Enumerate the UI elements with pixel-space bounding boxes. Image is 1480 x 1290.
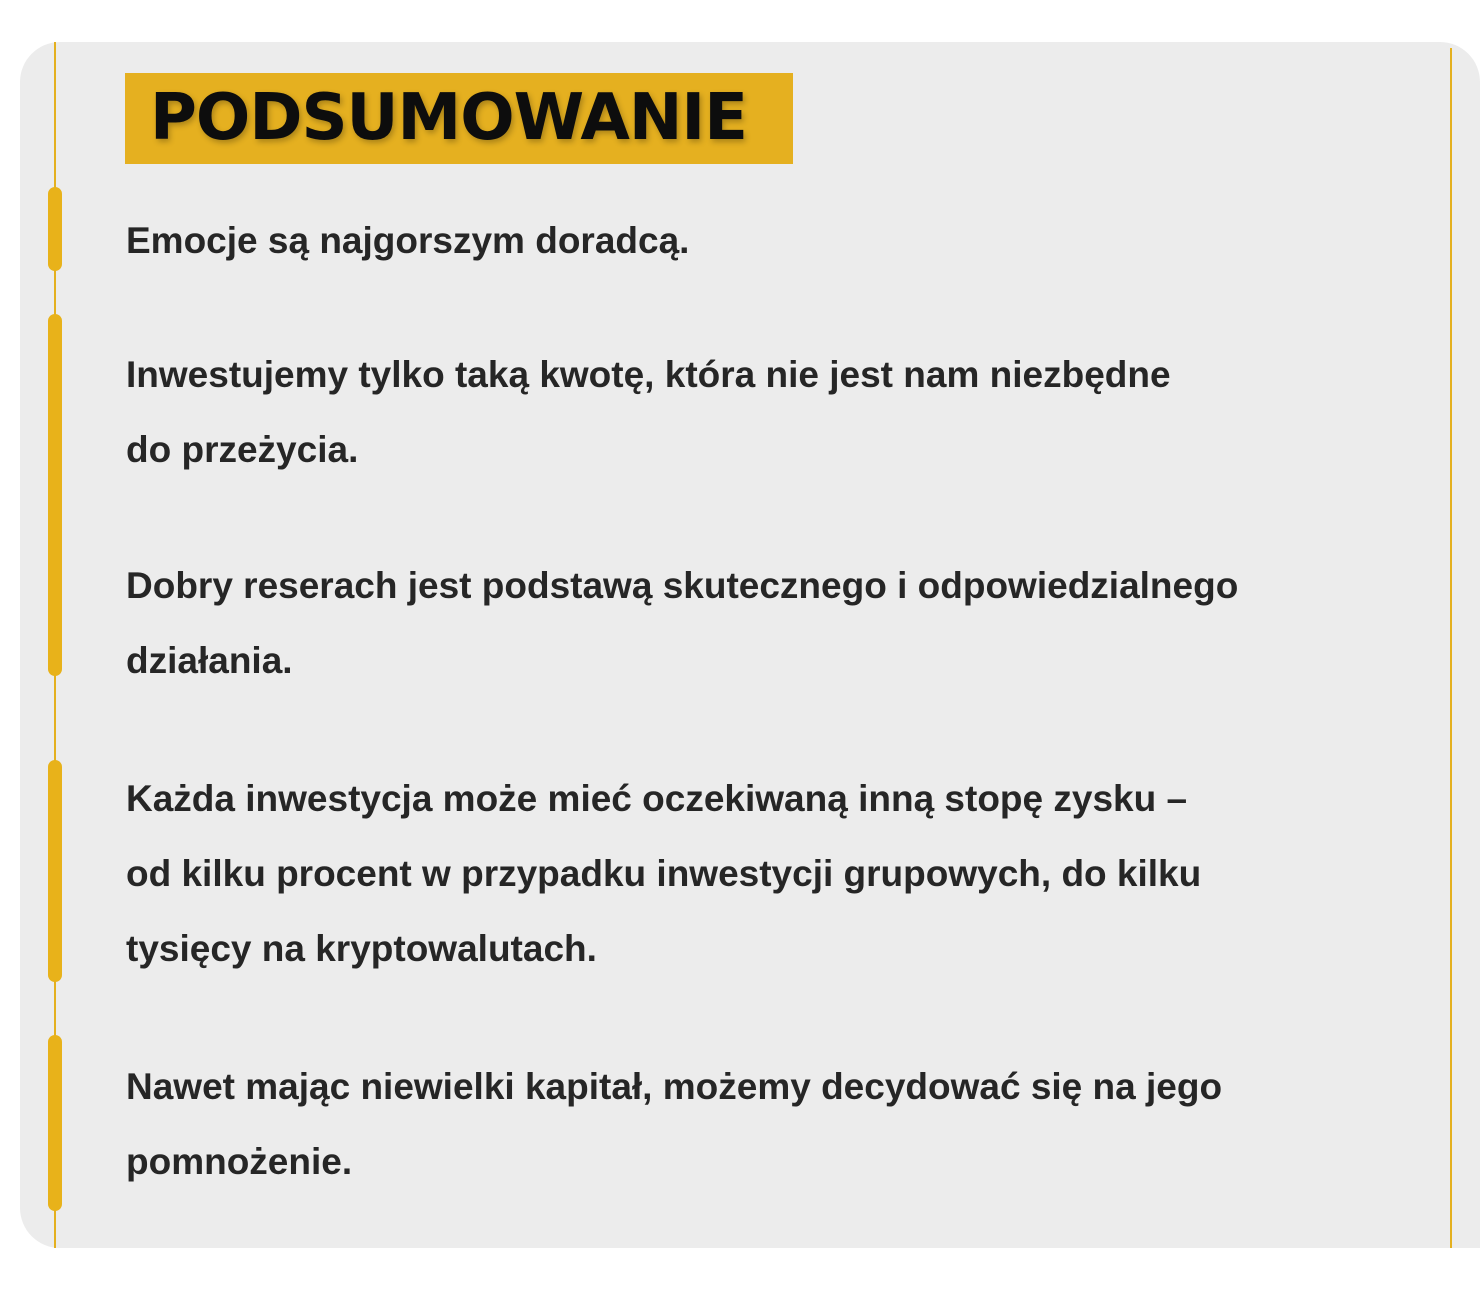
summary-point-5-line-2: pomnożenie.: [126, 1141, 353, 1182]
accent-bar-2: [48, 314, 62, 676]
summary-point-4-line-2: od kilku procent w przypadku inwestycji grupowych, do kilku: [126, 853, 1202, 894]
summary-point-3-line-2: działania.: [126, 640, 293, 681]
summary-point-2-line-2: do przeżycia.: [126, 429, 359, 470]
summary-point-1-line-1: Emocje są najgorszym doradcą.: [126, 220, 690, 261]
summary-point-1: [126, 203, 1426, 278]
summary-point-3-line-1: Dobry reserach jest podstawą skutecznego i odpowiedzialnego: [126, 565, 1239, 606]
accent-bar-3: [48, 760, 62, 982]
summary-point-5-line-1: Nawet mając niewielki kapitał, możemy decydować się na jego: [126, 1066, 1223, 1107]
summary-point-5: [126, 1049, 1426, 1199]
summary-point-4: [126, 761, 1426, 986]
summary-point-2-line-1: Inwestujemy tylko taką kwotę, która nie jest nam niezbędne: [126, 354, 1171, 395]
summary-point-4-line-1: Każda inwestycja może mieć oczekiwaną inną stopę zysku –: [126, 778, 1188, 819]
page-title: PODSUMOWANIE: [150, 81, 747, 155]
accent-bar-4: [48, 1035, 62, 1211]
summary-point-3: [126, 548, 1426, 698]
summary-point-4-line-3: tysięcy na kryptowalutach.: [126, 928, 597, 969]
right-accent-line: [1450, 48, 1452, 1248]
summary-point-2: [126, 337, 1426, 487]
accent-bar-1: [48, 187, 62, 271]
